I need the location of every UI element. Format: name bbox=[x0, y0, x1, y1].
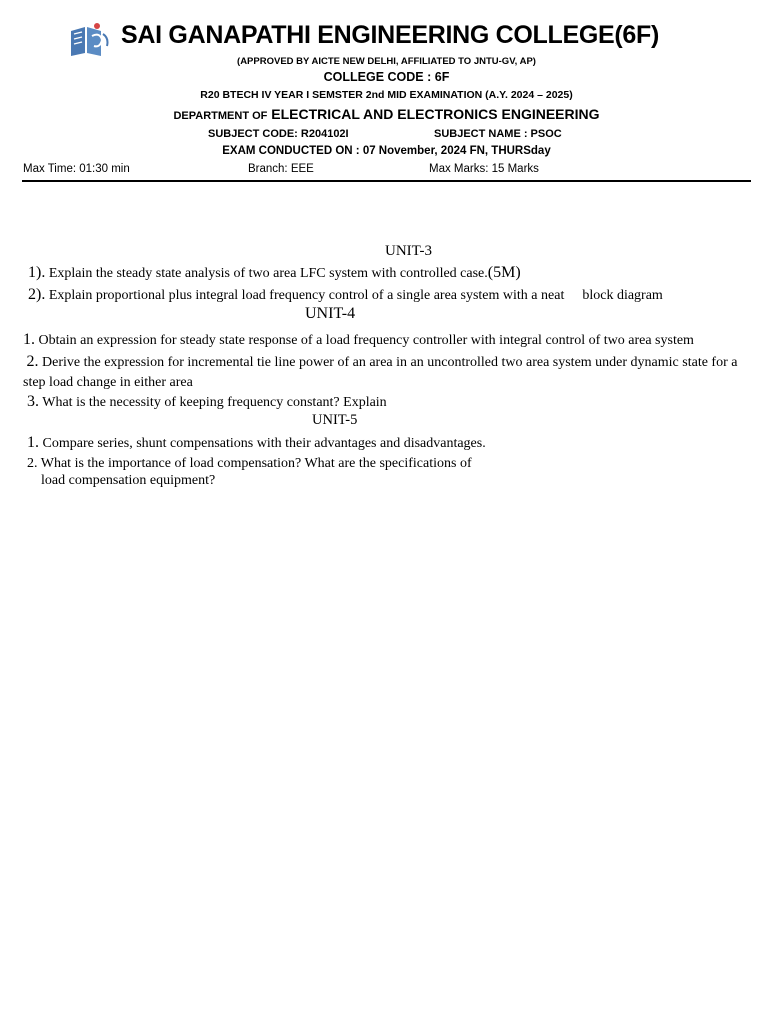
question-number: 1). bbox=[28, 264, 46, 281]
question-number: 2). bbox=[28, 286, 46, 303]
header-divider bbox=[22, 180, 751, 182]
unit-5-title: UNIT-5 bbox=[312, 412, 358, 428]
unit-4-question-1 bbox=[23, 331, 694, 349]
exam-title: R20 BTECH IV YEAR I SEMSTER 2nd MID EXAMINATION (A.Y. 2024 – 2025) bbox=[200, 89, 573, 101]
question-number: 1. bbox=[23, 331, 35, 348]
unit-3-question-2 bbox=[28, 286, 663, 304]
question-text: Compare series, shunt compensations with their advantages and disadvantages. bbox=[42, 436, 486, 451]
question-text: Derive the expression for incremental tie line power of an area in an uncontrolled two area system under dynamic state for a step load change in either area bbox=[23, 355, 738, 390]
unit-3-title: UNIT-3 bbox=[385, 243, 432, 259]
department-name: ELECTRICAL AND ELECTRONICS ENGINEERING bbox=[271, 106, 600, 122]
question-text: Explain the steady state analysis of two area LFC system with controlled case. bbox=[48, 266, 488, 281]
unit-5-question-2 bbox=[27, 455, 472, 489]
question-number: 2. bbox=[26, 353, 39, 370]
question-number: 2. bbox=[27, 456, 38, 471]
question-text-tail: block diagram bbox=[582, 288, 663, 303]
max-time: Max Time: 01:30 min bbox=[23, 163, 130, 175]
department-prefix: DEPARTMENT OF bbox=[173, 110, 268, 122]
question-text: What is the necessity of keeping frequency constant? Explain bbox=[42, 395, 387, 410]
question-number: 3. bbox=[27, 393, 39, 410]
exam-date: EXAM CONDUCTED ON : 07 November, 2024 FN, THURSday bbox=[222, 145, 551, 157]
department-line bbox=[0, 106, 768, 122]
unit-4-question-2 bbox=[23, 352, 753, 393]
unit-5-question-1 bbox=[27, 434, 486, 452]
question-text-continued: load compensation equipment? bbox=[41, 473, 216, 488]
college-code: COLLEGE CODE : 6F bbox=[323, 70, 450, 84]
question-text: Explain proportional plus integral load frequency control of a single area system with a neat bbox=[48, 288, 565, 303]
unit-3-question-1 bbox=[28, 264, 521, 282]
max-marks: Max Marks: 15 Marks bbox=[429, 163, 539, 175]
college-logo-icon bbox=[68, 20, 110, 58]
subject-name: SUBJECT NAME : PSOC bbox=[434, 128, 562, 140]
branch: Branch: EEE bbox=[248, 163, 314, 175]
question-text: What is the importance of load compensation? What are the specifications of bbox=[40, 456, 472, 471]
college-name: SAI GANAPATHI ENGINEERING COLLEGE(6F) bbox=[121, 21, 659, 49]
approval-line: (APPROVED BY AICTE NEW DELHI, AFFILIATED TO JNTU-GV, AP) bbox=[237, 56, 536, 67]
unit-4-title: UNIT-4 bbox=[305, 305, 356, 322]
question-text: Obtain an expression for steady state response of a load frequency controller with integral control of two area system bbox=[38, 333, 694, 348]
question-marks: (5M) bbox=[487, 264, 521, 281]
subject-code: SUBJECT CODE: R204102I bbox=[208, 128, 349, 140]
unit-4-question-3 bbox=[27, 393, 387, 411]
question-number: 1. bbox=[27, 434, 39, 451]
